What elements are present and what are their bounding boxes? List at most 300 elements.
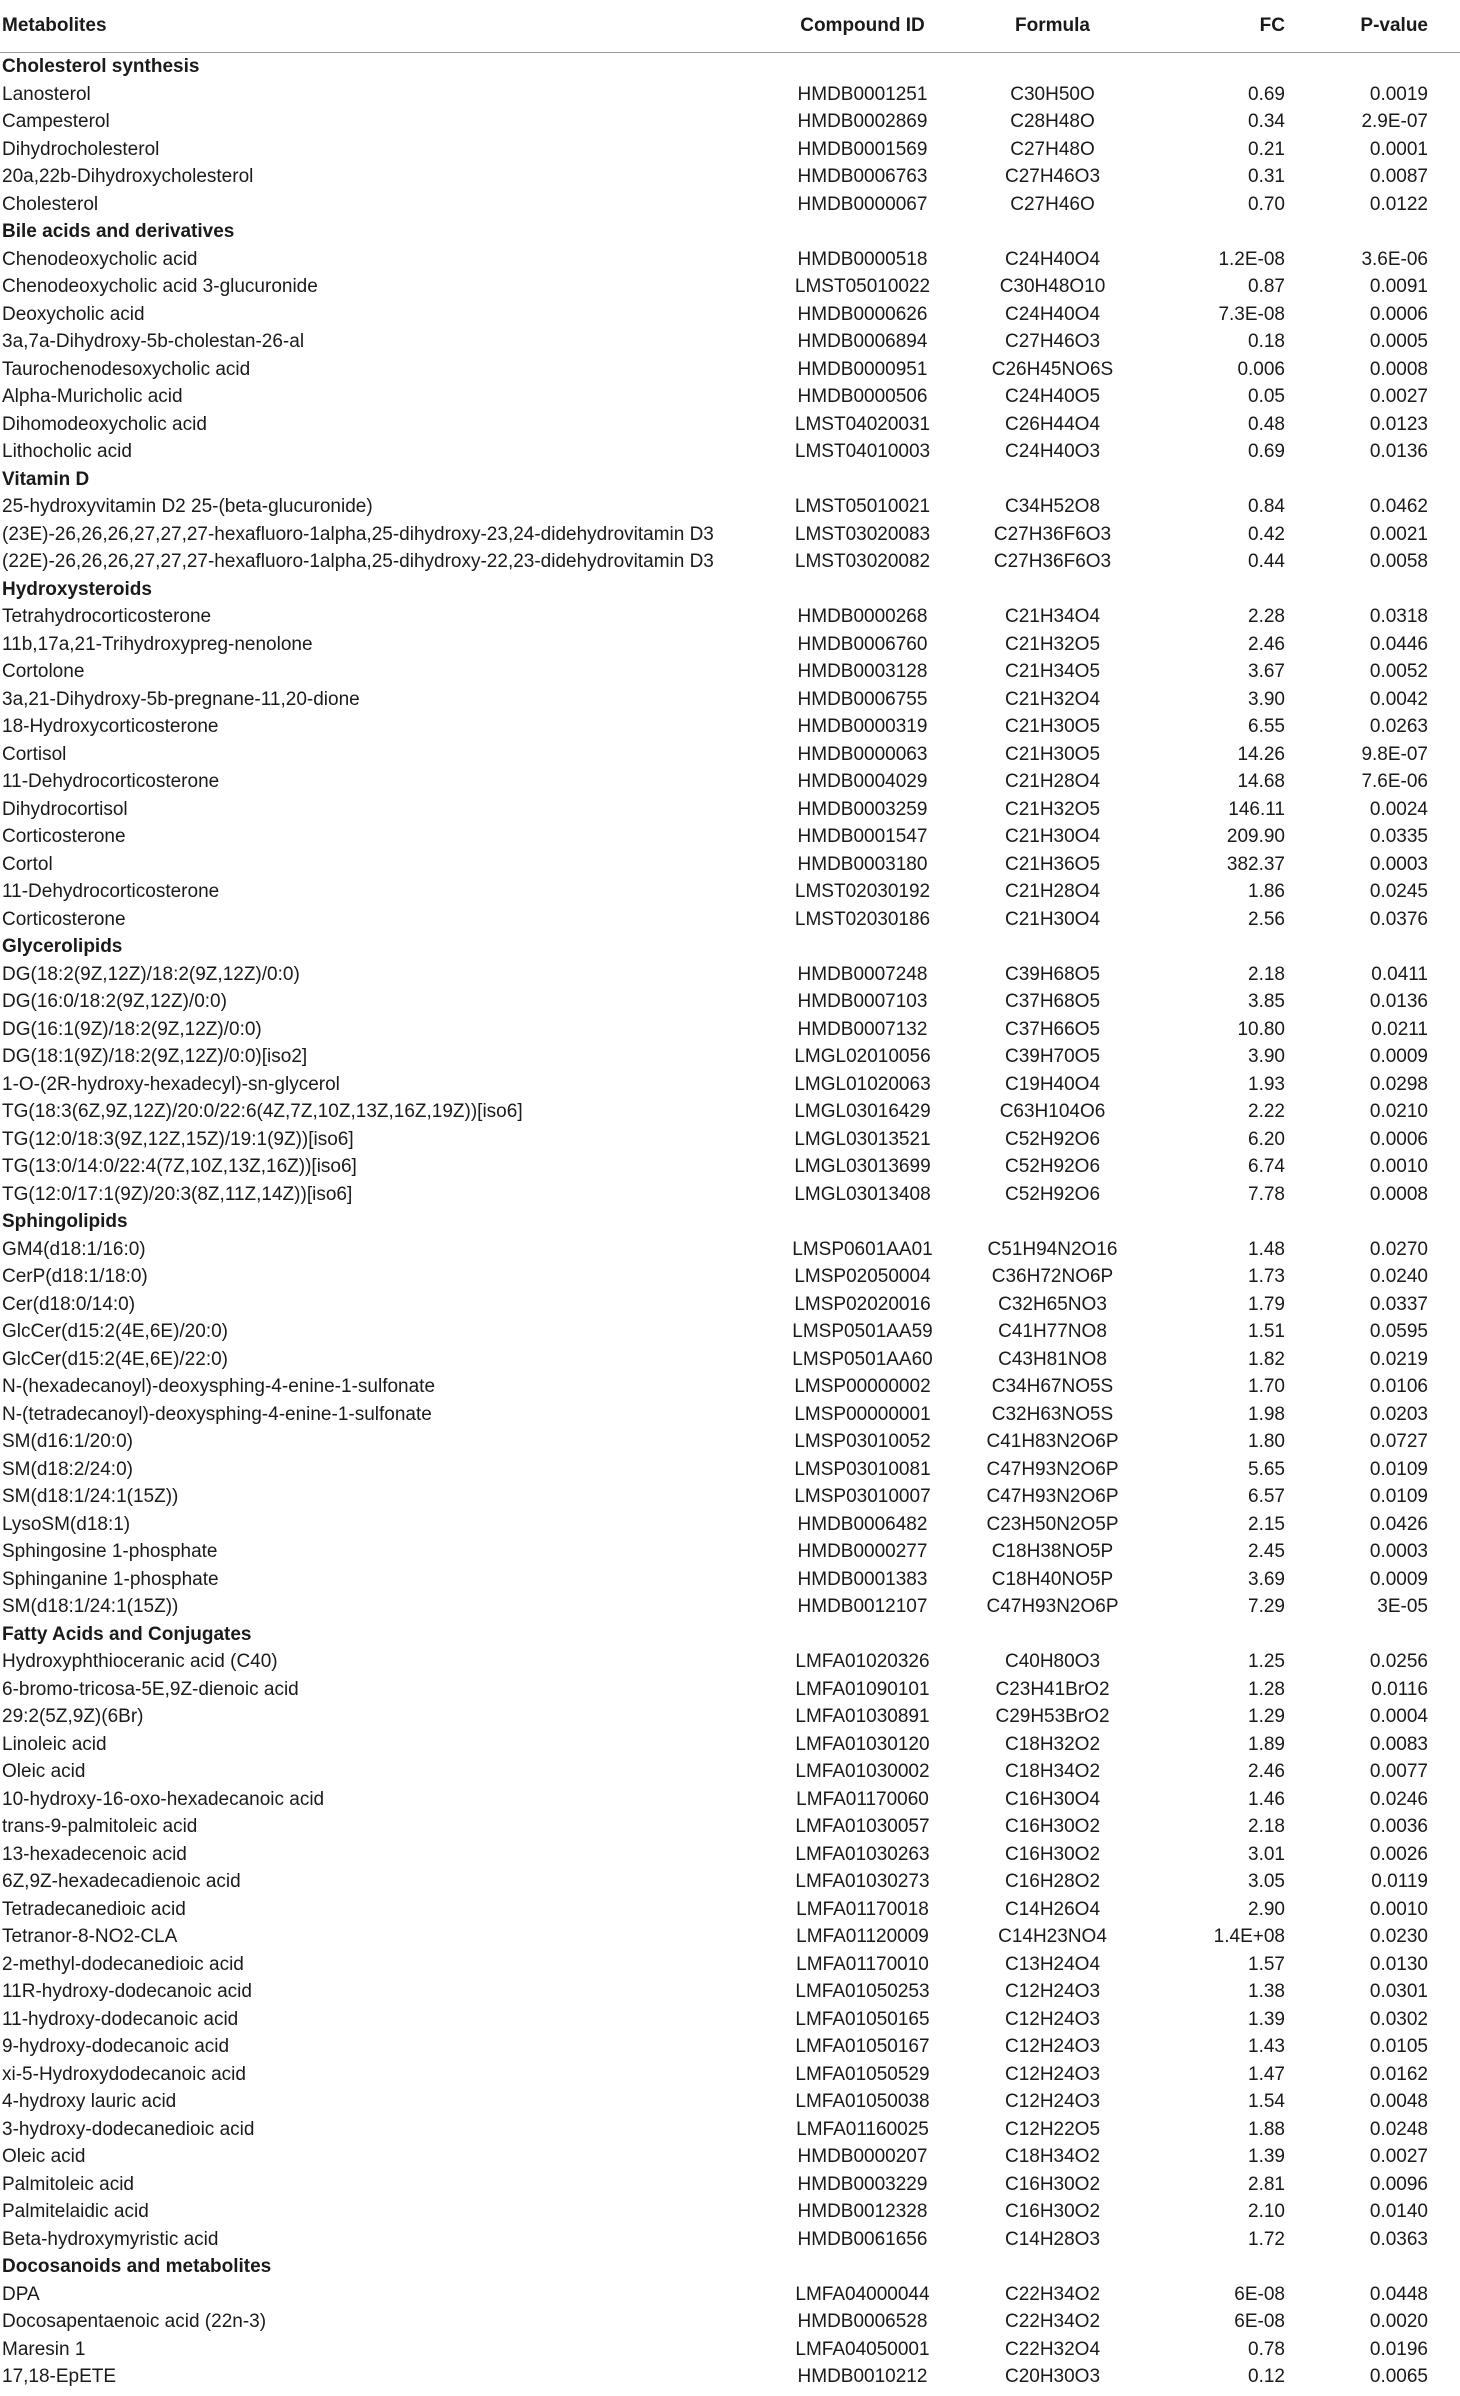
cell-fc: 0.31 xyxy=(1248,166,1285,187)
table-row xyxy=(0,1291,1460,1319)
cell-metabolite: Linoleic acid xyxy=(2,1733,107,1755)
cell-p-value: 0.0058 xyxy=(1369,551,1428,572)
cell-fc: 1.28 xyxy=(1248,1678,1285,1700)
cell-metabolite: Tetrahydrocorticosterone xyxy=(2,606,212,627)
table-row xyxy=(0,1318,1460,1346)
cell-metabolite: 2-methyl-dodecanedioic acid xyxy=(2,1953,244,1975)
cell-formula: C21H28O4 xyxy=(1004,881,1101,902)
cell-formula: C27H48O xyxy=(1010,138,1095,160)
cell-formula: C18H34O2 xyxy=(1004,1761,1101,1782)
cell-formula: C27H46O3 xyxy=(1004,331,1101,352)
cell-fc: 2.28 xyxy=(1248,606,1285,627)
cell-metabolite: Dihomodeoxycholic acid xyxy=(2,413,207,435)
cell-fc: 1.93 xyxy=(1248,1073,1285,1095)
cell-compound-id: LMFA01030002 xyxy=(795,1761,930,1782)
cell-metabolite: Dihydrocholesterol xyxy=(2,138,160,160)
table-row xyxy=(0,1813,1460,1841)
cell-p-value: 0.0010 xyxy=(1369,1898,1428,1920)
cell-p-value: 0.0203 xyxy=(1369,1403,1428,1425)
table-row xyxy=(0,191,1460,219)
table-row xyxy=(0,1951,1460,1979)
cell-metabolite: 18-Hydroxycorticosterone xyxy=(2,716,219,737)
header-p-value: P-value xyxy=(1360,15,1428,36)
cell-fc: 1.4E+08 xyxy=(1213,1926,1285,1947)
cell-p-value: 0.0091 xyxy=(1369,276,1428,297)
cell-fc: 1.25 xyxy=(1248,1651,1285,1672)
header-formula: Formula xyxy=(1015,15,1090,36)
cell-metabolite: 20a,22b-Dihydroxycholesterol xyxy=(2,166,254,187)
cell-metabolite: CerP(d18:1/18:0) xyxy=(2,1266,148,1287)
cell-metabolite: 9-hydroxy-dodecanoic acid xyxy=(2,2036,230,2057)
table-row xyxy=(0,411,1460,439)
table-row xyxy=(0,1978,1460,2006)
cell-p-value: 0.0230 xyxy=(1369,1926,1428,1947)
table-row xyxy=(0,1428,1460,1456)
cell-formula: C26H45NO6S xyxy=(991,358,1114,380)
cell-p-value: 0.0109 xyxy=(1369,1458,1428,1480)
cell-metabolite: 17,18-EpETE xyxy=(2,2366,117,2387)
cell-p-value: 0.0337 xyxy=(1369,1293,1428,1315)
cell-formula: C13H24O4 xyxy=(1004,1953,1101,1975)
cell-fc: 1.82 xyxy=(1248,1348,1285,1370)
cell-fc: 6E-08 xyxy=(1234,2311,1285,2332)
cell-fc: 3.69 xyxy=(1248,1568,1285,1590)
cell-fc: 1.72 xyxy=(1248,2228,1285,2250)
table-row xyxy=(0,1483,1460,1511)
cell-compound-id: LMFA01030120 xyxy=(795,1733,930,1755)
cell-p-value: 0.0001 xyxy=(1369,138,1428,160)
cell-p-value: 0.0052 xyxy=(1369,661,1428,682)
cell-fc: 2.46 xyxy=(1248,633,1285,655)
section-header xyxy=(0,933,1460,961)
cell-compound-id: HMDB0000207 xyxy=(797,2146,928,2167)
cell-formula: C26H44O4 xyxy=(1004,413,1101,435)
cell-compound-id: HMDB0003259 xyxy=(797,798,928,820)
section-title: Bile acids and derivatives xyxy=(2,221,235,242)
cell-compound-id: HMDB0003128 xyxy=(797,661,928,682)
cell-compound-id: LMGL03013408 xyxy=(794,1183,931,1205)
section-header xyxy=(0,218,1460,246)
cell-fc: 1.39 xyxy=(1248,2146,1285,2167)
cell-fc: 7.3E-08 xyxy=(1218,303,1285,325)
cell-metabolite: xi-5-Hydroxydodecanoic acid xyxy=(2,2063,246,2085)
table-row xyxy=(0,328,1460,356)
cell-formula: C24H40O3 xyxy=(1004,441,1101,462)
cell-formula: C63H104O6 xyxy=(999,1101,1106,1122)
cell-fc: 3.01 xyxy=(1248,1843,1285,1865)
cell-formula: C27H36F6O3 xyxy=(993,523,1112,545)
cell-fc: 0.69 xyxy=(1248,441,1285,462)
cell-fc: 6.55 xyxy=(1248,716,1285,737)
cell-metabolite: Lanosterol xyxy=(2,83,91,105)
cell-metabolite: 10-hydroxy-16-oxo-hexadecanoic acid xyxy=(2,1788,325,1810)
cell-formula: C30H50O xyxy=(1010,83,1095,105)
table-row xyxy=(0,81,1460,109)
table-row xyxy=(0,108,1460,136)
cell-compound-id: LMSP00000002 xyxy=(794,1376,931,1397)
cell-formula: C34H67NO5S xyxy=(991,1376,1114,1397)
table-row xyxy=(0,2116,1460,2144)
table-row xyxy=(0,658,1460,686)
cell-p-value: 0.0116 xyxy=(1371,1678,1428,1700)
cell-metabolite: TG(18:3(6Z,9Z,12Z)/20:0/22:6(4Z,7Z,10Z,13Z,16Z,19Z))[iso6] xyxy=(2,1101,523,1122)
table-row xyxy=(0,383,1460,411)
table-row xyxy=(0,2006,1460,2034)
cell-fc: 0.78 xyxy=(1248,2338,1285,2360)
cell-compound-id: LMGL02010056 xyxy=(794,1046,931,1067)
cell-p-value: 0.0210 xyxy=(1369,1101,1428,1122)
cell-fc: 3.90 xyxy=(1248,688,1285,710)
cell-p-value: 0.0105 xyxy=(1369,2036,1428,2057)
cell-p-value: 0.0426 xyxy=(1369,1513,1428,1535)
cell-fc: 2.81 xyxy=(1248,2173,1285,2195)
cell-formula: C32H63NO5S xyxy=(991,1403,1114,1425)
cell-formula: C40H80O3 xyxy=(1004,1651,1101,1672)
cell-fc: 2.10 xyxy=(1248,2201,1285,2222)
cell-compound-id: LMSP0501AA60 xyxy=(792,1348,933,1370)
cell-formula: C20H30O3 xyxy=(1004,2366,1101,2387)
cell-formula: C18H38NO5P xyxy=(991,1541,1114,1562)
cell-formula: C14H28O3 xyxy=(1004,2228,1101,2250)
cell-p-value: 0.0298 xyxy=(1369,1073,1428,1095)
cell-compound-id: HMDB0000951 xyxy=(797,358,928,380)
cell-fc: 0.006 xyxy=(1237,358,1285,380)
cell-compound-id: LMSP0501AA59 xyxy=(792,1321,933,1342)
cell-p-value: 0.0003 xyxy=(1369,1541,1428,1562)
cell-compound-id: HMDB0012328 xyxy=(797,2201,928,2222)
cell-compound-id: LMSP0601AA01 xyxy=(792,1238,933,1260)
table-row xyxy=(0,1401,1460,1429)
cell-fc: 1.2E-08 xyxy=(1218,248,1285,270)
cell-fc: 0.44 xyxy=(1248,551,1285,572)
cell-metabolite: N-(hexadecanoyl)-deoxysphing-4-enine-1-sulfonate xyxy=(2,1376,436,1397)
cell-compound-id: LMFA04000044 xyxy=(795,2283,930,2305)
table-row xyxy=(0,1593,1460,1621)
cell-formula: C21H30O4 xyxy=(1004,826,1101,847)
cell-p-value: 0.0376 xyxy=(1369,908,1428,930)
section-header xyxy=(0,1208,1460,1236)
cell-metabolite: Cortisol xyxy=(2,743,67,765)
cell-fc: 1.80 xyxy=(1248,1431,1285,1452)
cell-compound-id: LMGL01020063 xyxy=(794,1073,931,1095)
cell-metabolite: Hydroxyphthioceranic acid (C40) xyxy=(2,1651,278,1672)
table-row xyxy=(0,1346,1460,1374)
cell-compound-id: LMFA01050165 xyxy=(795,2008,930,2030)
cell-fc: 6.20 xyxy=(1248,1128,1285,1150)
cell-metabolite: 11-Dehydrocorticosterone xyxy=(2,881,220,902)
section-header xyxy=(0,576,1460,604)
table-row xyxy=(0,1153,1460,1181)
table-row xyxy=(0,2363,1460,2391)
cell-fc: 2.45 xyxy=(1248,1541,1285,1562)
cell-p-value: 0.0027 xyxy=(1369,2146,1428,2167)
cell-compound-id: HMDB0000067 xyxy=(797,193,928,215)
cell-fc: 1.70 xyxy=(1248,1376,1285,1397)
cell-metabolite: GlcCer(d15:2(4E,6E)/20:0) xyxy=(2,1321,228,1342)
cell-fc: 7.78 xyxy=(1248,1183,1285,1205)
cell-formula: C14H26O4 xyxy=(1004,1898,1101,1920)
cell-metabolite: GM4(d18:1/16:0) xyxy=(2,1238,146,1260)
cell-metabolite: 3a,7a-Dihydroxy-5b-cholestan-26-al xyxy=(2,331,305,352)
cell-p-value: 0.0005 xyxy=(1369,331,1428,352)
cell-p-value: 0.0136 xyxy=(1369,991,1428,1012)
cell-compound-id: HMDB0000268 xyxy=(797,606,928,627)
cell-metabolite: Docosapentaenoic acid (22n-3) xyxy=(2,2311,267,2332)
cell-formula: C30H48O10 xyxy=(999,276,1106,297)
cell-formula: C27H46O3 xyxy=(1004,166,1101,187)
cell-metabolite: Chenodeoxycholic acid 3-glucuronide xyxy=(2,276,318,297)
cell-compound-id: LMFA04050001 xyxy=(795,2338,930,2360)
cell-metabolite: DG(18:2(9Z,12Z)/18:2(9Z,12Z)/0:0) xyxy=(2,963,300,985)
cell-p-value: 0.0363 xyxy=(1369,2228,1428,2250)
table-row xyxy=(0,961,1460,989)
cell-formula: C39H68O5 xyxy=(1004,963,1101,985)
cell-compound-id: HMDB0007132 xyxy=(797,1018,928,1040)
cell-compound-id: LMFA01020326 xyxy=(795,1651,930,1672)
cell-fc: 0.70 xyxy=(1248,193,1285,215)
cell-p-value: 0.0083 xyxy=(1369,1733,1428,1755)
cell-p-value: 0.0048 xyxy=(1369,2091,1428,2112)
cell-compound-id: LMSP03010052 xyxy=(794,1431,931,1452)
cell-metabolite: 25-hydroxyvitamin D2 25-(beta-glucuronide) xyxy=(2,496,373,517)
cell-p-value: 9.8E-07 xyxy=(1361,743,1428,765)
cell-p-value: 0.0335 xyxy=(1369,826,1428,847)
cell-p-value: 0.0595 xyxy=(1369,1321,1428,1342)
cell-formula: C41H83N2O6P xyxy=(986,1431,1119,1452)
cell-metabolite: SM(d18:2/24:0) xyxy=(2,1458,133,1480)
cell-p-value: 0.0123 xyxy=(1369,413,1428,435)
table-row xyxy=(0,1511,1460,1539)
cell-formula: C21H32O5 xyxy=(1004,798,1101,820)
table-row xyxy=(0,2198,1460,2226)
cell-fc: 1.43 xyxy=(1248,2036,1285,2057)
table-row xyxy=(0,988,1460,1016)
cell-compound-id: LMST02030186 xyxy=(794,908,931,930)
table-row xyxy=(0,878,1460,906)
table-row xyxy=(0,521,1460,549)
cell-metabolite: 13-hexadecenoic acid xyxy=(2,1843,187,1865)
cell-compound-id: HMDB0000277 xyxy=(797,1541,928,1562)
cell-fc: 1.54 xyxy=(1248,2091,1285,2112)
cell-metabolite: 1-O-(2R-hydroxy-hexadecyl)-sn-glycerol xyxy=(2,1073,340,1095)
cell-fc: 0.87 xyxy=(1248,276,1285,297)
table-row xyxy=(0,823,1460,851)
cell-fc: 0.12 xyxy=(1248,2366,1285,2387)
cell-compound-id: HMDB0006482 xyxy=(797,1513,928,1535)
table-row xyxy=(0,1676,1460,1704)
cell-fc: 1.46 xyxy=(1248,1788,1285,1810)
cell-fc: 1.47 xyxy=(1248,2063,1285,2085)
cell-fc: 1.79 xyxy=(1248,1293,1285,1315)
cell-formula: C47H93N2O6P xyxy=(986,1486,1119,1507)
cell-metabolite: Alpha-Muricholic acid xyxy=(2,386,183,407)
cell-metabolite: DG(18:1(9Z)/18:2(9Z,12Z)/0:0)[iso2] xyxy=(2,1046,308,1067)
table-row xyxy=(0,906,1460,934)
section-header xyxy=(0,53,1460,81)
cell-fc: 0.34 xyxy=(1248,111,1285,132)
cell-p-value: 0.0301 xyxy=(1369,1981,1428,2002)
cell-metabolite: Palmitelaidic acid xyxy=(2,2201,149,2222)
cell-metabolite: Lithocholic acid xyxy=(2,441,132,462)
cell-fc: 10.80 xyxy=(1237,1018,1285,1040)
cell-p-value: 0.0162 xyxy=(1369,2063,1428,2085)
cell-formula: C32H65NO3 xyxy=(998,1293,1107,1315)
cell-p-value: 0.0036 xyxy=(1369,1816,1428,1837)
cell-fc: 5.65 xyxy=(1248,1458,1285,1480)
cell-metabolite: Campesterol xyxy=(2,111,110,132)
cell-p-value: 0.0026 xyxy=(1369,1843,1428,1865)
cell-compound-id: HMDB0007248 xyxy=(797,963,928,985)
cell-compound-id: HMDB0000506 xyxy=(797,386,928,407)
cell-p-value: 0.0140 xyxy=(1369,2201,1428,2222)
cell-compound-id: LMFA01050167 xyxy=(795,2036,930,2057)
cell-p-value: 0.0008 xyxy=(1369,358,1428,380)
cell-compound-id: HMDB0000319 xyxy=(797,716,928,737)
table-row xyxy=(0,1126,1460,1154)
cell-compound-id: HMDB0006760 xyxy=(797,633,928,655)
cell-metabolite: TG(13:0/14:0/22:4(7Z,10Z,13Z,16Z))[iso6] xyxy=(2,1156,357,1177)
cell-metabolite: Tetradecanedioic acid xyxy=(2,1898,186,1920)
cell-formula: C23H41BrO2 xyxy=(995,1678,1110,1700)
cell-metabolite: LysoSM(d18:1) xyxy=(2,1513,131,1535)
cell-formula: C47H93N2O6P xyxy=(986,1596,1119,1617)
cell-p-value: 0.0119 xyxy=(1371,1871,1428,1892)
cell-p-value: 0.0462 xyxy=(1369,496,1428,517)
table-body xyxy=(0,53,1460,2391)
cell-formula: C23H50N2O5P xyxy=(986,1513,1119,1535)
cell-fc: 1.48 xyxy=(1248,1238,1285,1260)
cell-p-value: 3E-05 xyxy=(1377,1596,1428,1617)
cell-compound-id: HMDB0000626 xyxy=(797,303,928,325)
cell-compound-id: HMDB0006763 xyxy=(797,166,928,187)
cell-compound-id: LMFA01170060 xyxy=(796,1788,929,1810)
cell-formula: C18H40NO5P xyxy=(991,1568,1114,1590)
table-row xyxy=(0,2226,1460,2254)
table-row xyxy=(0,1181,1460,1209)
cell-formula: C21H34O4 xyxy=(1004,606,1101,627)
cell-fc: 0.84 xyxy=(1248,496,1285,517)
cell-formula: C28H48O xyxy=(1010,111,1095,132)
cell-metabolite: DG(16:1(9Z)/18:2(9Z,12Z)/0:0) xyxy=(2,1018,262,1040)
cell-fc: 1.38 xyxy=(1248,1981,1285,2002)
cell-metabolite: trans-9-palmitoleic acid xyxy=(2,1816,198,1837)
cell-metabolite: SM(d16:1/20:0) xyxy=(2,1431,133,1452)
table-row xyxy=(0,2033,1460,2061)
cell-metabolite: Palmitoleic acid xyxy=(2,2173,134,2195)
cell-fc: 1.51 xyxy=(1248,1321,1285,1342)
table-row xyxy=(0,356,1460,384)
section-title: Cholesterol synthesis xyxy=(2,56,200,77)
table-row xyxy=(0,1731,1460,1759)
table-row xyxy=(0,603,1460,631)
table-row xyxy=(0,301,1460,329)
cell-compound-id: LMSP03010081 xyxy=(794,1458,931,1480)
cell-metabolite: SM(d18:1/24:1(15Z)) xyxy=(2,1486,179,1507)
cell-p-value: 0.0006 xyxy=(1369,303,1428,325)
cell-p-value: 0.0256 xyxy=(1369,1651,1428,1672)
cell-formula: C27H36F6O3 xyxy=(993,551,1112,572)
table-row xyxy=(0,1373,1460,1401)
cell-compound-id: LMST04010003 xyxy=(794,441,931,462)
section-title: Fatty Acids and Conjugates xyxy=(2,1623,252,1645)
cell-formula: C18H32O2 xyxy=(1004,1733,1101,1755)
cell-compound-id: LMFA01030273 xyxy=(795,1871,930,1892)
cell-formula: C12H24O3 xyxy=(1004,1981,1101,2002)
table-row xyxy=(0,1263,1460,1291)
cell-fc: 1.39 xyxy=(1248,2008,1285,2030)
cell-compound-id: HMDB0001547 xyxy=(797,826,928,847)
cell-metabolite: Chenodeoxycholic acid xyxy=(2,248,198,270)
cell-p-value: 0.0109 xyxy=(1369,1486,1428,1507)
cell-compound-id: HMDB0007103 xyxy=(797,991,928,1012)
cell-metabolite: (23E)-26,26,26,27,27,27-hexafluoro-1alpha,25-dihydroxy-23,24-didehydrovitamin D3 xyxy=(2,523,714,545)
cell-p-value: 0.0302 xyxy=(1369,2008,1428,2030)
table-header xyxy=(0,0,1460,53)
cell-metabolite: Cortol xyxy=(2,853,53,875)
cell-metabolite: SM(d18:1/24:1(15Z)) xyxy=(2,1596,179,1617)
table-row xyxy=(0,796,1460,824)
cell-p-value: 0.0411 xyxy=(1371,963,1428,985)
cell-formula: C27H46O xyxy=(1010,193,1095,215)
cell-p-value: 0.0027 xyxy=(1369,386,1428,407)
cell-compound-id: HMDB0003180 xyxy=(797,853,928,875)
cell-fc: 2.15 xyxy=(1248,1513,1285,1535)
cell-compound-id: LMFA01050038 xyxy=(795,2091,930,2112)
cell-compound-id: HMDB0001251 xyxy=(797,83,928,105)
cell-p-value: 0.0727 xyxy=(1369,1431,1428,1452)
cell-p-value: 0.0006 xyxy=(1369,1128,1428,1150)
table-row xyxy=(0,2088,1460,2116)
table-row xyxy=(0,548,1460,576)
table-row xyxy=(0,2143,1460,2171)
cell-fc: 3.67 xyxy=(1248,661,1285,682)
header-compound-id: Compound ID xyxy=(800,15,925,36)
table-row xyxy=(0,2061,1460,2089)
section-title: Glycerolipids xyxy=(2,936,123,957)
cell-fc: 1.98 xyxy=(1248,1403,1285,1425)
cell-formula: C34H52O8 xyxy=(1004,496,1101,517)
cell-compound-id: LMGL03013521 xyxy=(794,1128,931,1150)
cell-compound-id: LMFA01030891 xyxy=(795,1706,930,1727)
table-row xyxy=(0,438,1460,466)
cell-p-value: 0.0219 xyxy=(1369,1348,1428,1370)
table-row xyxy=(0,2171,1460,2199)
table-row xyxy=(0,1098,1460,1126)
cell-formula: C52H92O6 xyxy=(1004,1183,1101,1205)
cell-p-value: 0.0003 xyxy=(1369,853,1428,875)
cell-formula: C22H34O2 xyxy=(1004,2311,1101,2332)
table-row xyxy=(0,1016,1460,1044)
cell-p-value: 0.0136 xyxy=(1369,441,1428,462)
section-title: Vitamin D xyxy=(2,468,90,490)
table-row xyxy=(0,686,1460,714)
cell-metabolite: GlcCer(d15:2(4E,6E)/22:0) xyxy=(2,1348,228,1370)
cell-fc: 0.69 xyxy=(1248,83,1285,105)
table-row xyxy=(0,1071,1460,1099)
cell-fc: 6.74 xyxy=(1248,1156,1285,1177)
cell-p-value: 0.0096 xyxy=(1369,2173,1428,2195)
cell-p-value: 0.0248 xyxy=(1369,2118,1428,2140)
cell-fc: 1.89 xyxy=(1248,1733,1285,1755)
cell-formula: C43H81NO8 xyxy=(998,1348,1107,1370)
cell-formula: C22H32O4 xyxy=(1004,2338,1101,2360)
cell-compound-id: HMDB0001569 xyxy=(797,138,928,160)
table-row xyxy=(0,1456,1460,1484)
table-row xyxy=(0,1841,1460,1869)
cell-p-value: 0.0004 xyxy=(1369,1706,1428,1727)
section-title: Sphingolipids xyxy=(2,1211,128,1232)
cell-fc: 2.90 xyxy=(1248,1898,1285,1920)
